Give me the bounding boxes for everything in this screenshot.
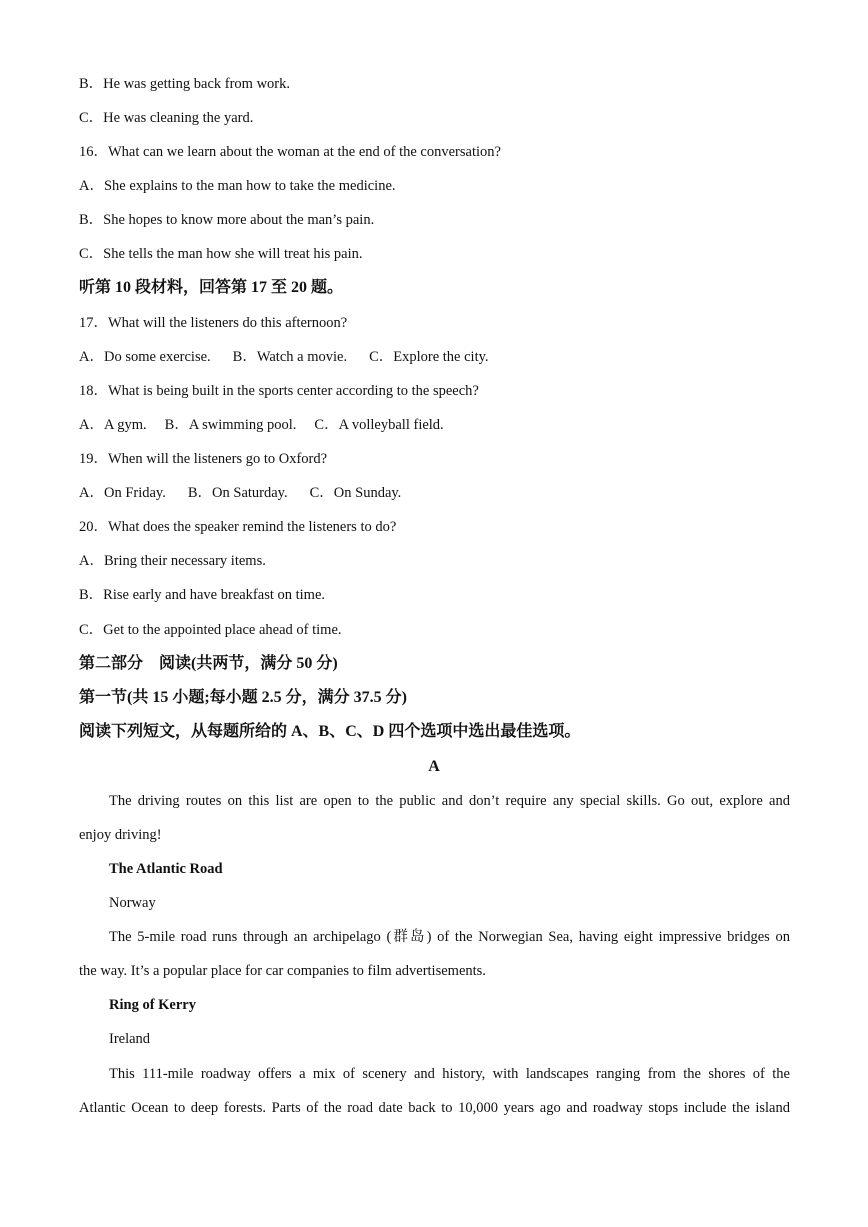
option-17c: C．Explore the city.: [369, 349, 489, 365]
option-17b: B．Watch a movie.: [232, 349, 348, 365]
intro-paragraph-line-2: enjoy driving!: [79, 827, 162, 843]
road-desc-kerry-line-2: Atlantic Ocean to deep forests. Parts of the road date back to 10,000 years ago and roadway stops include the island: [79, 1100, 790, 1116]
option-19b: B．On Saturday.: [187, 485, 288, 501]
road-country-ireland: Ireland: [109, 1031, 151, 1047]
option-18c: C．A volleyball field.: [314, 417, 444, 433]
road-desc-atlantic-line-1: The 5-mile road runs through an archipelago (群岛) of the Norwegian Sea, having eight impressive bridges on: [109, 929, 790, 945]
options-18: [79, 415, 444, 435]
option-19a: A．On Friday.: [79, 485, 166, 501]
section-one-heading: 第一节(共 15 小题;每小题 2.5 分，满分 37.5 分): [79, 689, 407, 706]
option-16a: A．She explains to the man how to take the medicine.: [79, 178, 396, 194]
road-title-kerry: Ring of Kerry: [109, 997, 196, 1013]
option-20a: A．Bring their necessary items.: [79, 553, 266, 569]
passage-label: A: [428, 758, 440, 775]
question-19: 19．When will the listeners go to Oxford?: [79, 451, 328, 467]
road-country-norway: Norway: [109, 895, 156, 911]
part-two-heading: 第二部分 阅读(共两节，满分 50 分): [79, 655, 338, 672]
option-20b: B．Rise early and have breakfast on time.: [79, 587, 326, 603]
road-desc-kerry-line-1: This 111-mile roadway offers a mix of scenery and history, with landscapes ranging from the shores of the: [109, 1066, 790, 1082]
question-16: 16．What can we learn about the woman at the end of the conversation?: [79, 144, 501, 160]
road-desc-atlantic-line-2: the way. It’s a popular place for car companies to film advertisements.: [79, 963, 486, 979]
option-18a: A．A gym.: [79, 417, 147, 433]
option-15c: C．He was cleaning the yard.: [79, 110, 254, 126]
option-16b: B．She hopes to know more about the man’s pain.: [79, 212, 375, 228]
intro-paragraph-line-1: The driving routes on this list are open to the public and don’t require any special skills. Go out, explore and: [109, 793, 790, 809]
section-10-heading: 听第 10 段材料，回答第 17 至 20 题。: [79, 279, 344, 296]
option-16c: C．She tells the man how she will treat his pain.: [79, 246, 363, 262]
option-18b: B．A swimming pool.: [164, 417, 297, 433]
question-17: 17．What will the listeners do this afternoon?: [79, 315, 348, 331]
question-18: 18．What is being built in the sports center according to the speech?: [79, 383, 479, 399]
question-20: 20．What does the speaker remind the listeners to do?: [79, 519, 397, 535]
options-17: [79, 347, 489, 367]
option-17a: A．Do some exercise.: [79, 349, 211, 365]
option-15b: B．He was getting back from work.: [79, 76, 291, 92]
reading-instructions: 阅读下列短文，从每题所给的 A、B、C、D 四个选项中选出最佳选项。: [79, 723, 581, 740]
road-title-atlantic: The Atlantic Road: [109, 861, 223, 877]
options-19: [79, 483, 401, 503]
option-20c: C．Get to the appointed place ahead of time.: [79, 622, 342, 638]
option-19c: C．On Sunday.: [309, 485, 402, 501]
